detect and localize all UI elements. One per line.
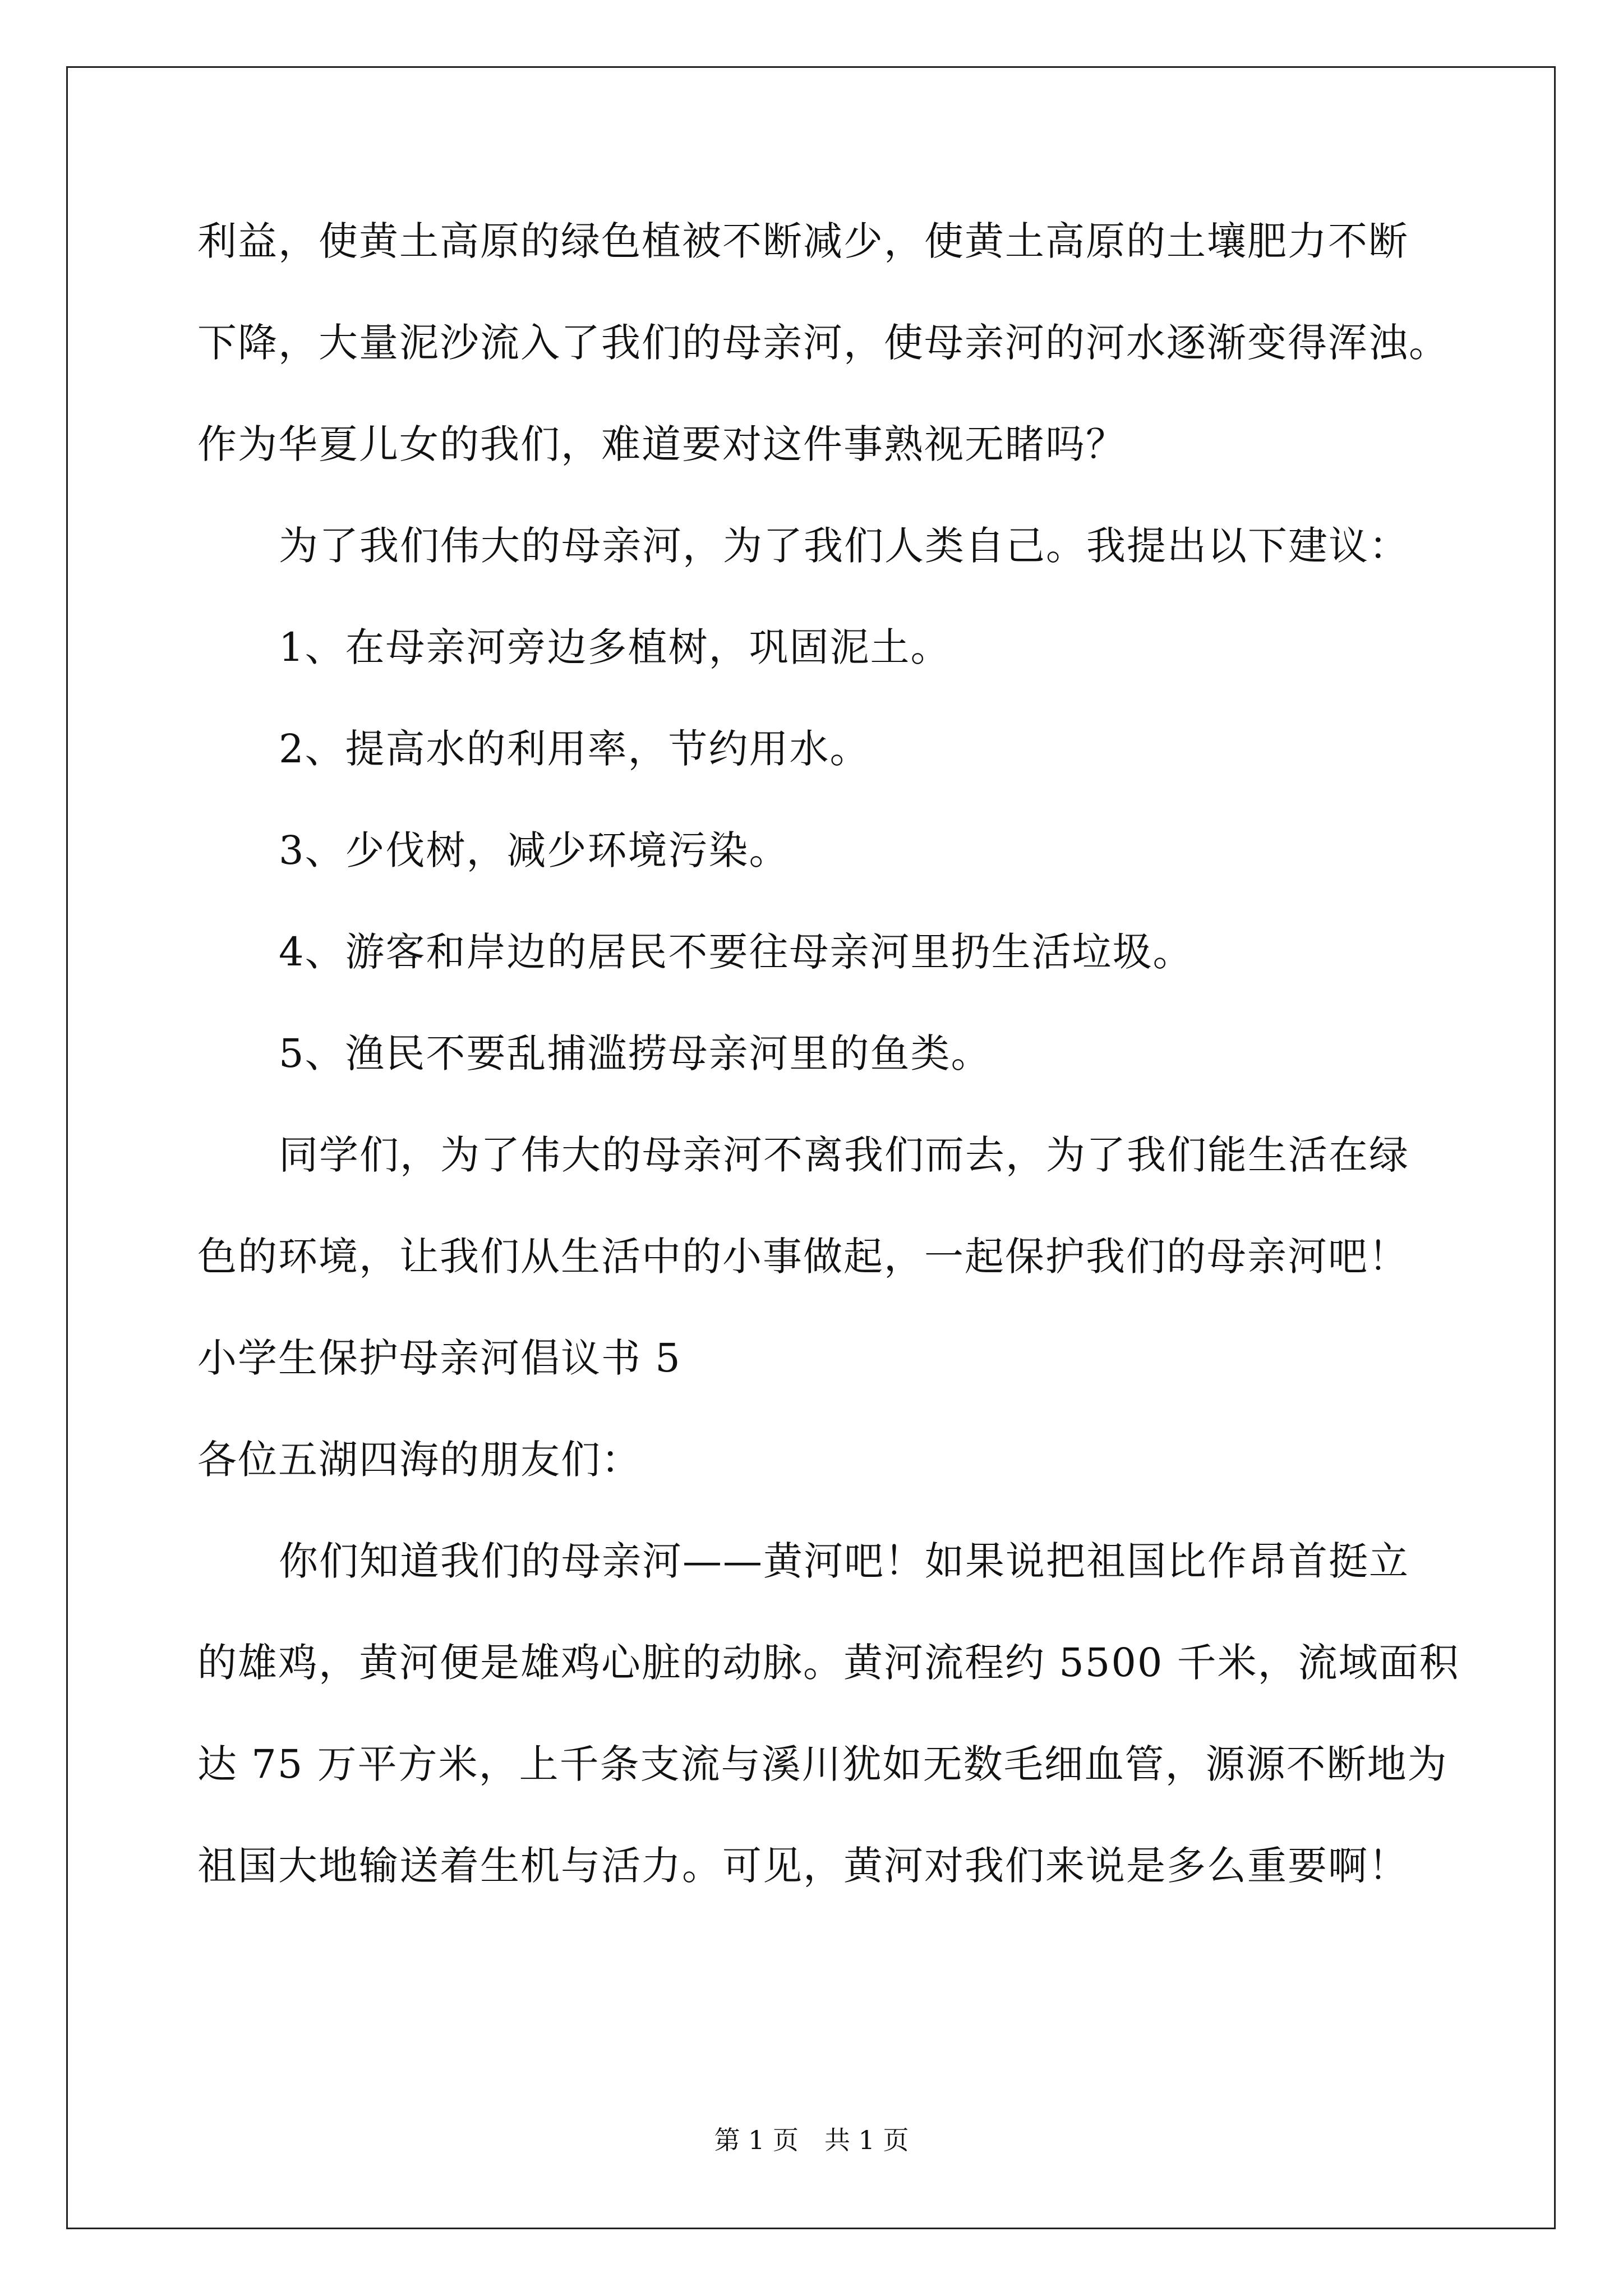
list-item: 1、在母亲河旁边多植树，巩固泥土。 [279,624,951,670]
paragraph-line: 作为华夏儿女的我们，难道要对这件事熟视无睹吗？ [197,421,1126,467]
paragraph-line: 利益，使黄土高原的绿色植被不断减少，使黄土高原的土壤肥力不断 [197,218,1409,264]
section-title: 小学生保护母亲河倡议书 5 [197,1335,681,1381]
paragraph-line: 的雄鸡，黄河便是雄鸡心脏的动脉。黄河流程约 5500 千米，流域面积 [197,1640,1460,1686]
document-body [197,213,1460,1939]
paragraph-line: 同学们，为了伟大的母亲河不离我们而去，为了我们能生活在绿 [279,1132,1409,1178]
list-item: 4、游客和岸边的居民不要往母亲河里扔生活垃圾。 [279,929,1193,975]
paragraph-line: 为了我们伟大的母亲河，为了我们人类自己。我提出以下建议： [279,523,1409,569]
page-footer: 第 1 页 共 1 页 [714,2125,909,2155]
paragraph-line: 下降，大量泥沙流入了我们的母亲河，使母亲河的河水逐渐变得浑浊。 [197,320,1449,366]
salutation: 各位五湖四海的朋友们： [197,1437,642,1483]
paragraph-line: 你们知道我们的母亲河——黄河吧！如果说把祖国比作昂首挺立 [279,1538,1409,1584]
list-item: 5、渔民不要乱捕滥捞母亲河里的鱼类。 [279,1030,992,1076]
paragraph-line: 色的环境，让我们从生活中的小事做起，一起保护我们的母亲河吧！ [197,1234,1409,1280]
list-item: 2、提高水的利用率，节约用水。 [279,726,870,772]
paragraph-line: 达 75 万平方米，上千条支流与溪川犹如无数毛细血管，源源不断地为 [197,1741,1448,1787]
paragraph-line: 祖国大地输送着生机与活力。可见，黄河对我们来说是多么重要啊！ [197,1843,1409,1889]
list-item: 3、少伐树，减少环境污染。 [279,827,790,873]
